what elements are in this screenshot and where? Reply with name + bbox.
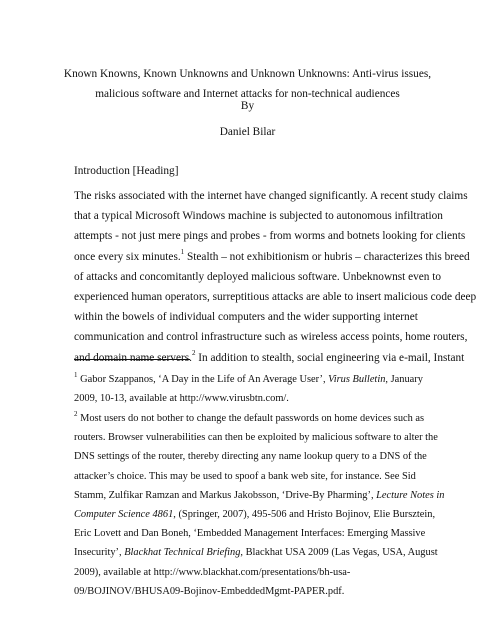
footnote-text-segment: Stamm, Zulfikar Ramzan and Markus Jakobsson, ‘Drive-By Pharming’, [74, 489, 377, 501]
footnote-text-segment: , January [385, 374, 423, 385]
body-line [74, 247, 470, 267]
footnote-2 [74, 409, 445, 601]
body-line: that a typical Microsoft Windows machine is subjected to autonomous infiltration [74, 210, 443, 223]
body-text-segment: and domain name servers. [74, 351, 192, 364]
section-heading: Introduction [Heading] [74, 165, 179, 177]
footnote-line: Eric Lovett and Dan Boneh, ‘Embedded Management Interfaces: Emerging Massive [74, 528, 426, 540]
footnote-line [74, 409, 424, 428]
body-text-segment: Stealth – not exhibitionism or hubris – characterizes this breed [184, 250, 470, 263]
body-line: The risks associated with the internet have changed significantly. A recent study claims [74, 190, 468, 202]
footnote-line [74, 486, 445, 505]
publication-title: Lecture Notes in [376, 489, 445, 501]
footnote-line [74, 543, 438, 562]
footnote-line: 2009, 10-13, available at http://www.virusbtn.com/. [74, 393, 289, 405]
footnote-url-line[interactable]: 09/BOJINOV/BHUSA09-Bojinov-EmbeddedMgmt-PAPER.pdf. [74, 585, 345, 597]
title-line-1: Known Knowns, Known Unknowns and Unknown Unknowns: Anti-virus issues, [63, 68, 432, 80]
footnote-number: 1 [74, 370, 78, 379]
body-line: of attacks and concomitantly deployed malicious software. Unbeknownst even to [74, 270, 442, 283]
footnote-line: attacker’s choice. This may be used to spoof a bank web site, for instance. See Sid [74, 470, 416, 482]
footnote-text-segment: , (Springer, 2007), 495-506 and Hristo Bojinov, Elie Bursztein, [173, 509, 436, 521]
footnote-separator [74, 359, 190, 360]
body-line [74, 348, 465, 368]
publication-title: Computer Science 4861 [74, 509, 174, 521]
author-name: Daniel Bilar [219, 126, 276, 138]
body-line: within the bowels of individual computers and the wider supporting internet [74, 311, 418, 324]
footnote-ref-1[interactable]: 1 [180, 247, 185, 256]
footnote-text-segment: , Blackhat USA 2009 (Las Vegas, USA, August [240, 547, 438, 559]
footnote-url-line[interactable]: 2009), available at http://www.blackhat.com/presentations/bh-usa- [74, 566, 351, 578]
body-line: attempts - not just mere pings and probes - from worms and botnets looking for clients [74, 230, 466, 243]
footnote-ref-2[interactable]: 2 [191, 348, 196, 357]
footnote-number: 2 [74, 409, 78, 418]
body-text-segment: In addition to stealth, social engineering via e-mail, Instant [195, 351, 465, 364]
body-line: experienced human operators, surreptitious attacks are able to insert malicious code deep [74, 291, 477, 304]
footnote-text-segment: Gabor Szappanos, ‘A Day in the Life of An Average User’, [77, 374, 329, 385]
body-paragraph [74, 186, 477, 368]
footnote-text-segment: Most users do not bother to change the default passwords on home devices such as [77, 413, 425, 424]
body-text-segment: once every six minutes. [74, 250, 181, 263]
footnote-line: DNS settings of the router, thereby directing any name lookup query to a DNS of the [74, 451, 427, 463]
footnote-line: routers. Browser vulnerabilities can then be exploited by malicious software to alter the [74, 432, 438, 444]
footnote-1 [74, 370, 424, 408]
footnote-line [74, 370, 424, 389]
publication-title: Blackhat Technical Briefing [124, 547, 241, 559]
journal-title: Virus Bulletin [328, 374, 386, 385]
footnote-line [74, 505, 436, 524]
document-title [60, 64, 435, 104]
footnote-text-segment: Insecurity’, [74, 547, 125, 559]
title-line-2: malicious software and Internet attacks for non-technical audiences [95, 88, 400, 100]
body-line: communication and control infrastructure such as wireless access points, home routers, [74, 331, 468, 344]
byline: By [240, 100, 255, 112]
